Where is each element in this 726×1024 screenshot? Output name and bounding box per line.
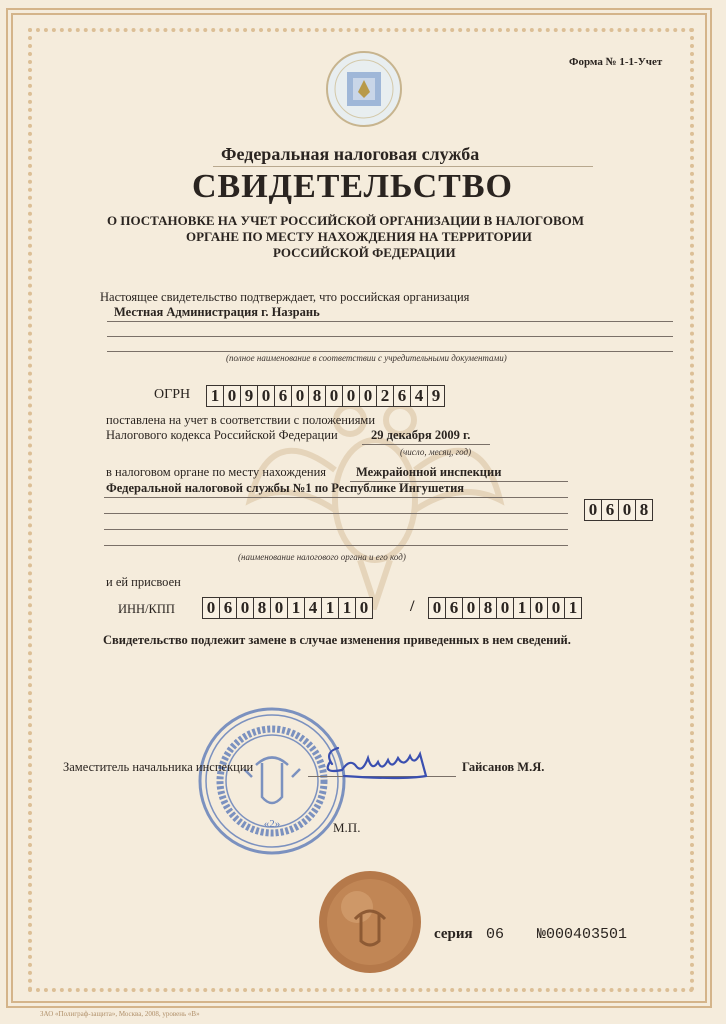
inn-kpp-separator: / — [410, 598, 415, 615]
kpp-digit: 0 — [531, 598, 548, 618]
inn-digit: 0 — [203, 598, 220, 618]
kpp-digit: 1 — [568, 598, 578, 617]
tax-office-line-1: Межрайонной инспекции — [356, 465, 502, 479]
emblem-icon — [325, 50, 403, 128]
intro-text: Настоящее свидетельство подтверждает, что российская организация — [100, 290, 470, 304]
inn-kpp-label: ИНН/КПП — [118, 602, 175, 616]
inn-digit: 0 — [237, 598, 254, 618]
date-caption: (число, месяц, год) — [400, 447, 472, 457]
tax-office-caption: (наименование налогового органа и его код) — [238, 552, 406, 562]
ogrn-digit: 9 — [431, 386, 441, 405]
ogrn-digit: 8 — [309, 386, 326, 406]
subtitle-line-3: РОССИЙСКОЙ ФЕДЕРАЦИИ — [273, 245, 456, 260]
inn-digit: 8 — [254, 598, 271, 618]
ogrn-digit: 4 — [411, 386, 428, 406]
ogrn-label: ОГРН — [154, 387, 191, 402]
inn-digit: 6 — [220, 598, 237, 618]
ogrn-digit: 6 — [394, 386, 411, 406]
certificate-number: №000403501 — [537, 926, 628, 943]
ogrn-digit: 1 — [207, 386, 224, 406]
ogrn-digit: 0 — [360, 386, 377, 406]
ogrn-digit: 6 — [275, 386, 292, 406]
series-label: серия — [434, 926, 473, 942]
printer-note: ЗАО «Полиграф-защита», Москва, 2008, уровень «В» — [40, 1010, 200, 1018]
tax-office-rule-5 — [104, 545, 568, 546]
ogrn-digit: 2 — [377, 386, 394, 406]
replacement-notice: Свидетельство подлежит замене в случае изменения приведенных в нем сведений. — [103, 633, 571, 647]
ogrn-digit: 0 — [258, 386, 275, 406]
inn-digit: 4 — [305, 598, 322, 618]
org-line-3 — [107, 351, 673, 352]
inn-digit: 1 — [339, 598, 356, 618]
tax-office-rule-2 — [104, 497, 568, 498]
assigned-label: и ей присвоен — [106, 575, 181, 589]
tax-office-code-digit: 0 — [619, 500, 636, 520]
tax-office-code-digit: 6 — [602, 500, 619, 520]
signer-name: Гайсанов М.Я. — [462, 760, 545, 774]
inn-digit: 0 — [359, 598, 369, 617]
registration-date: 29 декабря 2009 г. — [371, 428, 471, 442]
tax-office-prefix: в налоговом органе по месту нахождения — [106, 465, 327, 479]
org-line-2 — [107, 336, 673, 337]
tax-office-line-2: Федеральной налоговой службы №1 по Республике Ингушетия — [106, 481, 465, 495]
kpp-digit: 0 — [548, 598, 565, 618]
seal-place-label: М.П. — [333, 820, 361, 835]
ogrn-digit: 0 — [343, 386, 360, 406]
authority-underline — [213, 166, 593, 167]
tax-office-code-field — [584, 499, 653, 521]
org-caption: (полное наименование в соответствии с учредительными документами) — [226, 353, 507, 363]
signer-title: Заместитель начальника инспекции — [63, 760, 254, 774]
inn-digit: 0 — [271, 598, 288, 618]
kpp-digit: 0 — [497, 598, 514, 618]
ogrn-digit: 0 — [224, 386, 241, 406]
tax-office-rule-4 — [104, 529, 568, 530]
tax-office-code-digit: 8 — [639, 500, 649, 519]
form-number: Форма № 1-1-Учет — [569, 56, 663, 68]
org-line-1 — [107, 321, 673, 322]
organization-name: Местная Администрация г. Назрань — [114, 305, 320, 319]
date-line — [362, 444, 490, 445]
ogrn-digit: 0 — [326, 386, 343, 406]
registered-line-2: Налогового кодекса Российской Федерации — [106, 428, 338, 442]
kpp-digit: 0 — [463, 598, 480, 618]
ogrn-digit: 0 — [292, 386, 309, 406]
subtitle-line-1: О ПОСТАНОВКЕ НА УЧЕТ РОССИЙСКОЙ ОРГАНИЗАЦИИ В НАЛОГОВОМ — [107, 213, 584, 228]
page-title: СВИДЕТЕЛЬСТВО — [192, 168, 513, 205]
ogrn-field — [206, 385, 445, 407]
hologram-seal-icon — [317, 869, 423, 975]
inn-digit: 1 — [322, 598, 339, 618]
authority-name: Федеральная налоговая служба — [221, 144, 480, 164]
signature-mark — [316, 740, 448, 784]
kpp-digit: 6 — [446, 598, 463, 618]
registered-line-1: поставлена на учет в соответствии с положениями — [106, 413, 376, 427]
kpp-digit: 1 — [514, 598, 531, 618]
subtitle-line-2: ОРГАНЕ ПО МЕСТУ НАХОЖДЕНИЯ НА ТЕРРИТОРИИ — [186, 229, 532, 244]
inn-field — [202, 597, 373, 619]
inn-digit: 1 — [288, 598, 305, 618]
kpp-digit: 0 — [429, 598, 446, 618]
kpp-field — [428, 597, 582, 619]
stamp-center-text: «2» — [263, 818, 281, 830]
series-value: 06 — [486, 926, 505, 943]
kpp-digit: 8 — [480, 598, 497, 618]
tax-office-rule-3 — [104, 513, 568, 514]
ogrn-digit: 9 — [241, 386, 258, 406]
tax-office-code-digit: 0 — [585, 500, 602, 520]
